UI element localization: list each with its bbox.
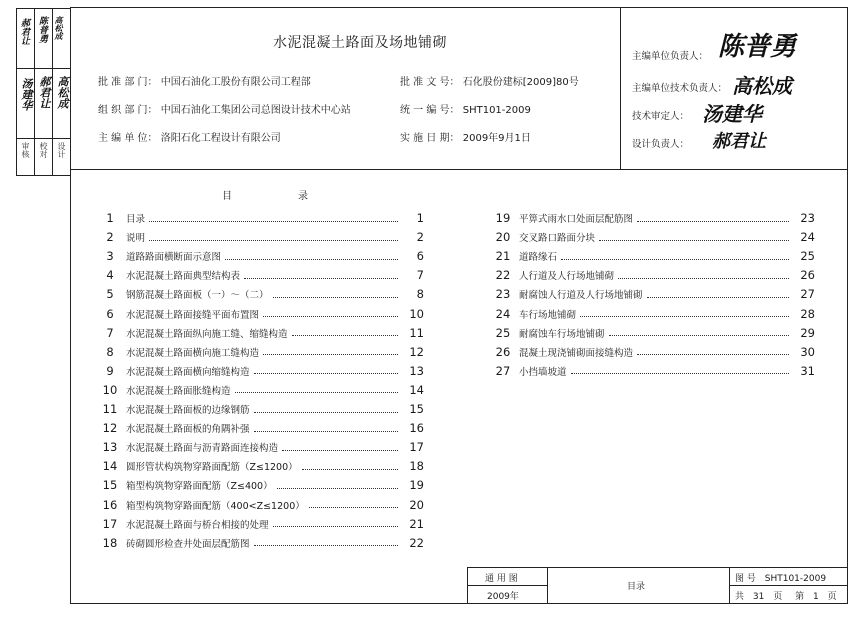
toc-entry-title: 水泥混凝土路面纵向施工缝、缩缝构造 bbox=[126, 328, 288, 340]
toc-heading-right: 录 bbox=[298, 191, 308, 202]
editor-unit-value: 洛阳石化工程设计有限公司 bbox=[160, 133, 281, 144]
frame-top bbox=[70, 7, 848, 8]
toc-entry-page: 11 bbox=[409, 325, 424, 340]
toc-entry-leader bbox=[302, 463, 398, 470]
toc-entry-title: 水泥混凝土路面板的角隅补强 bbox=[126, 424, 250, 436]
toc-entry bbox=[94, 209, 424, 227]
toc-entry-leader bbox=[309, 501, 398, 508]
impl-date-label: 实 施 日 期： bbox=[400, 133, 460, 144]
toc-entry-title: 道路路面横断面示意图 bbox=[126, 252, 222, 264]
toc-entry-number: 22 bbox=[495, 268, 511, 283]
toc-entry bbox=[487, 362, 815, 380]
toc-entry-page: 8 bbox=[416, 287, 424, 302]
toc-entry-page: 18 bbox=[409, 459, 424, 474]
toc-entry-number: 18 bbox=[102, 535, 118, 550]
toc-entry-page: 19 bbox=[409, 478, 424, 493]
frame-right bbox=[847, 7, 848, 604]
toc-entry-leader bbox=[277, 482, 398, 489]
toc-entry bbox=[487, 285, 815, 303]
toc-entry-number: 5 bbox=[106, 287, 114, 302]
toc-entry bbox=[94, 381, 424, 399]
toc-entry-number: 19 bbox=[495, 211, 511, 225]
toc-entry-page: 31 bbox=[800, 363, 815, 378]
toc-entry-page: 24 bbox=[800, 230, 815, 245]
toc-entry-leader bbox=[244, 272, 398, 279]
toc-entry-number: 23 bbox=[495, 287, 511, 302]
toc-entry bbox=[487, 247, 815, 265]
toc-entry-page: 28 bbox=[800, 306, 815, 321]
toc-entry bbox=[487, 228, 815, 246]
toc-entry-title: 说明 bbox=[126, 233, 146, 245]
approval-doc-label: 批 准 文 号： bbox=[400, 77, 460, 88]
toc-entry-leader bbox=[254, 367, 398, 374]
toc-entry-page: 10 bbox=[409, 306, 424, 321]
toc-entry bbox=[94, 228, 424, 246]
toc-entry-title: 砖砌圆形检查井处面层配筋图 bbox=[126, 538, 250, 550]
toc-entry-title: 圆形管状构筑物穿路面配筋（Z≤1200） bbox=[126, 462, 298, 474]
toc-entry-title: 水泥混凝土路面与桥台相接的处理 bbox=[126, 519, 269, 531]
toc-entry-leader bbox=[263, 348, 398, 355]
toc-entry-page: 27 bbox=[800, 287, 815, 302]
frame-left bbox=[70, 7, 71, 604]
toc-entry-leader bbox=[235, 386, 398, 393]
title-block bbox=[467, 567, 848, 604]
toc-entry-title: 混凝土现浇铺砌面接缝构造 bbox=[519, 347, 634, 359]
atlas-label: 图 号 bbox=[735, 574, 756, 584]
toc-entry bbox=[94, 362, 424, 380]
toc-entry-page: 21 bbox=[409, 516, 424, 531]
toc-entry-number: 8 bbox=[106, 344, 114, 359]
toc-entry-title: 水泥混凝土路面横向施工缝构造 bbox=[126, 347, 260, 359]
toc-entry-number: 1 bbox=[106, 211, 114, 225]
toc-entry-title: 水泥混凝土路面板的边缘钢筋 bbox=[126, 405, 250, 416]
toc-entry-title: 水泥混凝土路面横向缩缝构造 bbox=[126, 366, 250, 378]
toc-entry-page: 6 bbox=[416, 249, 424, 264]
toc-entry-number: 16 bbox=[102, 497, 118, 512]
toc-entry-page: 25 bbox=[800, 249, 815, 264]
toc-entry-number: 12 bbox=[102, 421, 118, 436]
side-label-design: 设计 bbox=[57, 142, 66, 158]
toc-entry bbox=[94, 343, 424, 361]
approval-doc bbox=[400, 73, 579, 88]
toc-entry bbox=[487, 266, 815, 284]
toc-entry-number: 24 bbox=[495, 306, 511, 321]
toc-entry-number: 26 bbox=[495, 344, 511, 359]
total-label: 共 bbox=[735, 592, 745, 602]
sheet-label: 第 bbox=[795, 592, 805, 602]
toc-entry-page: 13 bbox=[409, 363, 424, 378]
approval-dept bbox=[98, 73, 311, 88]
toc-entry-number: 21 bbox=[495, 249, 511, 264]
toc-entry-title: 目录 bbox=[126, 214, 146, 225]
side-strip bbox=[16, 8, 70, 176]
toc-entry bbox=[94, 496, 424, 514]
toc-entry-title: 交叉路口路面分块 bbox=[519, 233, 596, 245]
toc-entry bbox=[487, 343, 815, 361]
toc-entry-page: 15 bbox=[409, 402, 424, 416]
toc-entry-leader bbox=[609, 329, 789, 336]
signature-label-review: 技术审定人： bbox=[632, 111, 690, 122]
title-block-atlas bbox=[735, 571, 826, 584]
unified-no-value: SHT101-2009 bbox=[462, 105, 531, 116]
toc-entry bbox=[94, 400, 424, 418]
toc-entry-title: 小挡墙坡道 bbox=[519, 366, 567, 378]
toc-entry-title: 水泥混凝土路面胀缝构造 bbox=[126, 385, 231, 397]
org-dept-label: 组 织 部 门： bbox=[98, 105, 158, 116]
title-block-year: 2009年 bbox=[487, 592, 519, 602]
toc-entry-leader bbox=[263, 310, 398, 317]
toc-entry bbox=[94, 476, 424, 494]
org-dept bbox=[98, 101, 351, 116]
toc-entry-leader bbox=[254, 406, 398, 413]
title-block-applies: 通 用 图 bbox=[485, 574, 518, 584]
toc-entry-title: 道路缘石 bbox=[519, 252, 558, 264]
unified-no bbox=[400, 101, 531, 116]
toc-entry bbox=[94, 324, 424, 342]
toc-entry-number: 2 bbox=[106, 230, 114, 245]
toc-entry-number: 27 bbox=[495, 363, 511, 378]
toc-entry bbox=[94, 457, 424, 475]
toc-entry bbox=[94, 438, 424, 456]
toc-entry-leader bbox=[599, 234, 789, 241]
toc-entry-leader bbox=[637, 348, 789, 355]
toc-entry-leader bbox=[637, 215, 789, 222]
signature-review: 汤建华 bbox=[702, 102, 762, 126]
signature-label-chief: 主编单位负责人： bbox=[632, 51, 709, 62]
sheet-no: 1 bbox=[813, 592, 819, 602]
toc-entry bbox=[94, 515, 424, 533]
impl-date-value: 2009年9月1日 bbox=[462, 133, 531, 144]
side-label-check: 校对 bbox=[39, 142, 48, 158]
toc-entry-title: 车行场地铺砌 bbox=[519, 309, 577, 321]
side-signature-1: 郝君让 bbox=[19, 18, 29, 45]
toc-entry bbox=[487, 324, 815, 342]
page-title: 水泥混凝土路面及场地铺砌 bbox=[273, 35, 447, 51]
toc-entry-leader bbox=[149, 215, 398, 222]
org-dept-value: 中国石油化工集团公司总图设计技术中心站 bbox=[160, 105, 351, 116]
toc-entry-page: 1 bbox=[416, 211, 424, 225]
toc-entry-number: 25 bbox=[495, 325, 511, 340]
toc-entry-leader bbox=[571, 367, 789, 374]
toc-entry-page: 2 bbox=[416, 230, 424, 245]
toc-entry-page: 30 bbox=[800, 344, 815, 359]
impl-date bbox=[400, 129, 531, 144]
toc-entry-number: 3 bbox=[106, 249, 114, 264]
toc-entry-leader bbox=[618, 272, 789, 279]
toc-entry-title: 水泥混凝土路面接缝平面布置图 bbox=[126, 309, 260, 321]
toc-entry bbox=[94, 266, 424, 284]
toc-entry-number: 11 bbox=[102, 402, 118, 416]
toc-entry-leader bbox=[149, 234, 398, 241]
toc-entry-page: 22 bbox=[409, 535, 424, 550]
unified-no-label: 统 一 编 号： bbox=[400, 105, 460, 116]
toc-entry-leader bbox=[273, 291, 398, 298]
signature-label-design: 设计负责人： bbox=[632, 139, 690, 150]
toc-entry-title: 水泥混凝土路面与沥青路面连接构造 bbox=[126, 443, 279, 455]
toc-entry-page: 7 bbox=[416, 268, 424, 283]
side-signature-2: 陈普勇 bbox=[37, 16, 47, 43]
approval-doc-value: 石化股份建标[2009]80号 bbox=[462, 77, 579, 88]
toc-entry bbox=[94, 305, 424, 323]
side-signature-4: 汤建华 bbox=[20, 78, 33, 111]
toc-entry-title: 平箅式雨水口处面层配筋图 bbox=[519, 214, 634, 225]
editor-unit bbox=[98, 129, 281, 144]
toc-entry-leader bbox=[254, 425, 398, 432]
toc-entry-page: 14 bbox=[409, 382, 424, 397]
toc-entry-number: 20 bbox=[495, 230, 511, 245]
toc-entry-leader bbox=[647, 291, 789, 298]
toc-entry-page: 20 bbox=[409, 497, 424, 512]
toc-entry bbox=[487, 209, 815, 227]
atlas-no: SHT101-2009 bbox=[764, 574, 827, 584]
toc-entry-number: 15 bbox=[102, 478, 118, 493]
title-block-name: 目录 bbox=[627, 582, 646, 592]
page-unit-1: 页 bbox=[773, 592, 783, 602]
toc-entry-leader bbox=[273, 520, 398, 527]
toc-entry-title: 箱型构筑物穿路面配筋（400<Z≤1200） bbox=[126, 500, 305, 512]
toc-entry bbox=[94, 247, 424, 265]
toc-entry-number: 6 bbox=[106, 306, 114, 321]
total-pages: 31 bbox=[752, 592, 765, 602]
toc-entry-title: 水泥混凝土路面典型结构表 bbox=[126, 271, 241, 283]
toc-entry-number: 10 bbox=[102, 382, 118, 397]
toc-entry-leader bbox=[225, 253, 398, 260]
toc-entry-title: 耐腐蚀车行场地铺砌 bbox=[519, 328, 605, 340]
signature-tech: 高松成 bbox=[732, 74, 792, 98]
toc-entry-page: 26 bbox=[800, 268, 815, 283]
toc-entry-title: 耐腐蚀人行道及人行场地铺砌 bbox=[519, 290, 643, 302]
toc-entry-leader bbox=[561, 253, 789, 260]
toc-entry-leader bbox=[292, 329, 398, 336]
toc-entry-page: 16 bbox=[409, 421, 424, 436]
toc-entry-number: 17 bbox=[102, 516, 118, 531]
toc-entry-number: 7 bbox=[106, 325, 114, 340]
header-divider bbox=[70, 169, 848, 170]
toc-entry-title: 人行道及人行场地铺砌 bbox=[519, 271, 615, 283]
toc-entry-page: 17 bbox=[409, 440, 424, 455]
toc-entry bbox=[94, 285, 424, 303]
side-signature-3: 高松成 bbox=[54, 16, 64, 40]
toc-heading-left: 目 bbox=[222, 191, 232, 202]
toc-entry-number: 14 bbox=[102, 459, 118, 474]
toc-entry bbox=[487, 305, 815, 323]
toc-entry-page: 29 bbox=[800, 325, 815, 340]
toc-entry-page: 12 bbox=[409, 344, 424, 359]
toc-entry-leader bbox=[580, 310, 789, 317]
signature-label-tech: 主编单位技术负责人： bbox=[632, 83, 728, 94]
side-label-review: 审核 bbox=[21, 142, 30, 158]
toc-entry-page: 23 bbox=[800, 211, 815, 225]
signature-divider bbox=[620, 7, 621, 169]
toc-entry bbox=[94, 534, 424, 552]
page-unit-2: 页 bbox=[827, 592, 837, 602]
signature-design: 郝君让 bbox=[712, 131, 766, 152]
approval-dept-label: 批 准 部 门： bbox=[98, 77, 158, 88]
signature-chief: 陈普勇 bbox=[718, 32, 797, 62]
toc-entry-number: 4 bbox=[106, 268, 114, 283]
toc-entry-leader bbox=[282, 444, 398, 451]
toc-entry-leader bbox=[254, 539, 398, 546]
toc-entry-number: 9 bbox=[106, 363, 114, 378]
toc-entry-title: 箱型构筑物穿路面配筋（Z≤400） bbox=[126, 481, 273, 493]
toc-entry-number: 13 bbox=[102, 440, 118, 455]
approval-dept-value: 中国石油化工股份有限公司工程部 bbox=[160, 77, 311, 88]
toc-entry bbox=[94, 419, 424, 437]
toc-entry-title: 钢筋混凝土路面板（一）～（二） bbox=[126, 290, 269, 302]
editor-unit-label: 主 编 单 位： bbox=[98, 133, 158, 144]
title-block-sheet bbox=[735, 589, 837, 602]
side-signature-6: 高松成 bbox=[56, 76, 69, 109]
side-signature-5: 郝君让 bbox=[38, 76, 51, 109]
